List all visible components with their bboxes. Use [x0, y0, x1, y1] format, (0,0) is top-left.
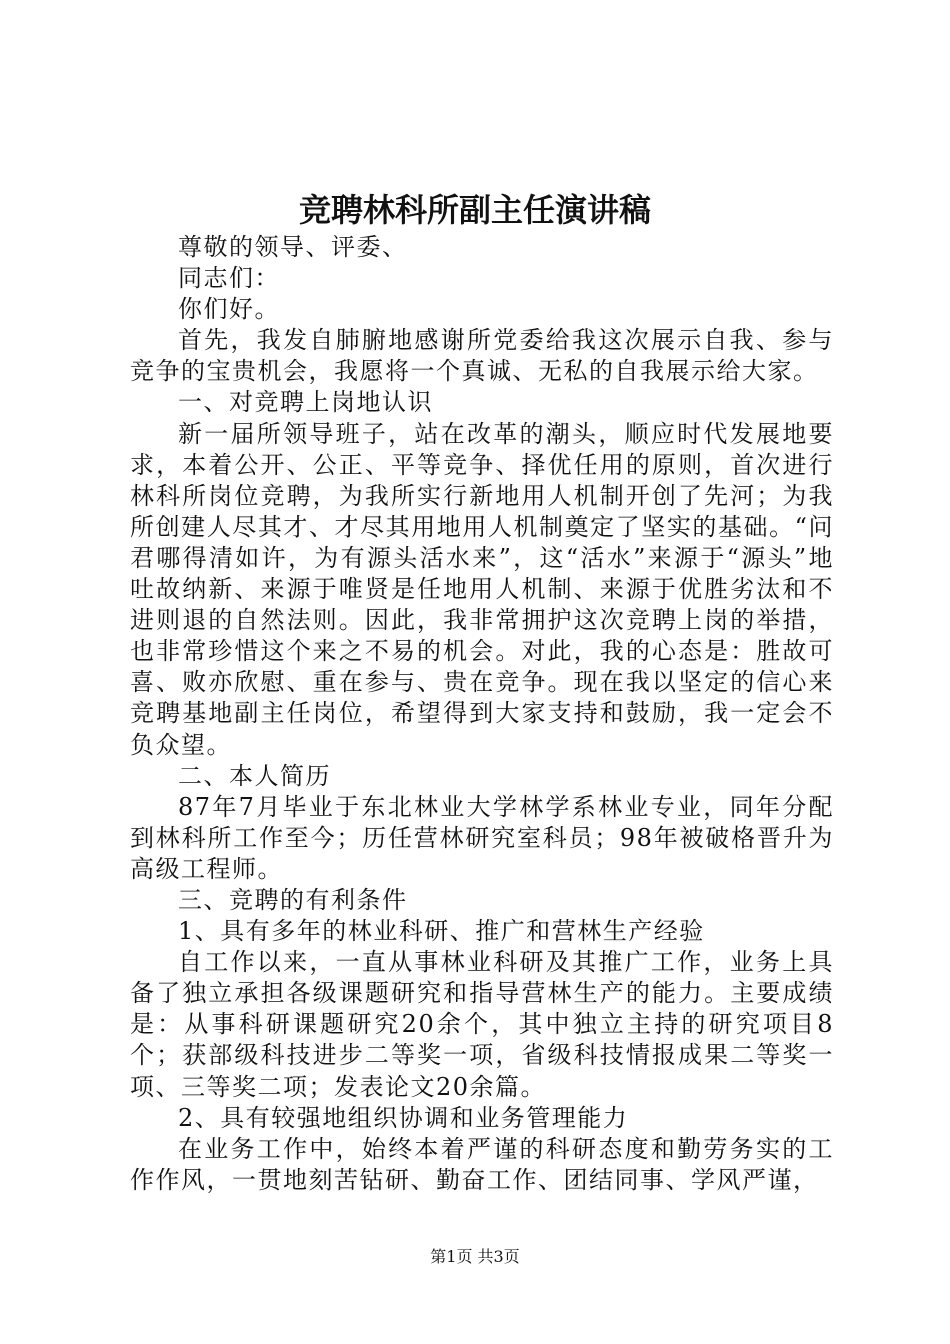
- subheading-3-2: 2、具有较强地组织协调和业务管理能力: [178, 1103, 629, 1132]
- opening-paragraph: 首先，我发自肺腑地感谢所党委给我这次展示自我、参与竞争的宝贵机会，我愿将一个真诚、无私的自我展示给大家。: [130, 326, 834, 386]
- subsection-3-1-paragraph: 自工作以来，一直从事林业科研及其推广工作，业务上具备了独立承担各级课题研究和指导营林生产的能力。主要成绩是：从事科研课题研究20余个，其中独立主持的研究项目8个；获部级科技进步二等奖一项，省级科技情报成果二等奖一项、三等奖二项；发表论文20余篇。: [130, 948, 834, 1101]
- section-heading-2: 二、本人简历: [178, 761, 331, 790]
- subheading-3-1: 1、具有多年的林业科研、推广和营林生产经验: [178, 917, 705, 946]
- section-heading-1: 一、对竞聘上岗地认识: [178, 388, 433, 417]
- salutation-comrades: 同志们：: [178, 264, 280, 293]
- greeting: 你们好。: [178, 295, 280, 324]
- document-body: [130, 232, 834, 1196]
- page-number-footer: 第1页 共3页: [430, 1247, 520, 1266]
- document-title: 竞聘林科所副主任演讲稿: [298, 191, 651, 229]
- section-2-paragraph: 87年7月毕业于东北林业大学林学系林业专业，同年分配到林科所工作至今；历任营林研究室科员；98年被破格晋升为高级工程师。: [130, 792, 834, 883]
- section-1-paragraph: 新一届所领导班子，站在改革的潮头，顺应时代发展地要求，本着公开、公正、平等竞争、择优任用的原则，首次进行林科所岗位竞聘，为我所实行新地用人机制开创了先河；为我所创建人尽其才、才尽其用地用人机制奠定了坚实的基础。“问君哪得清如许，为有源头活水来”，这“活水”来源于“源头”地吐故纳新、来源于唯贤是任地用人机制、来源于优胜劣汰和不进则退的自然法则。因此，我非常拥护这次竞聘上岗的举措，也非常珍惜这个来之不易的机会。对此，我的心态是：胜故可喜、败亦欣慰、重在参与、贵在竞争。现在我以坚定的信心来竞聘基地副主任岗位，希望得到大家支持和鼓励，我一定会不负众望。: [130, 419, 834, 759]
- subsection-3-2-paragraph: 在业务工作中，始终本着严谨的科研态度和勤劳务实的工作作风，一贯地刻苦钻研、勤奋工作、团结同事、学风严谨，: [130, 1134, 834, 1194]
- section-heading-3: 三、竞聘的有利条件: [178, 885, 408, 914]
- salutation-leaders: 尊敬的领导、评委、: [178, 233, 408, 261]
